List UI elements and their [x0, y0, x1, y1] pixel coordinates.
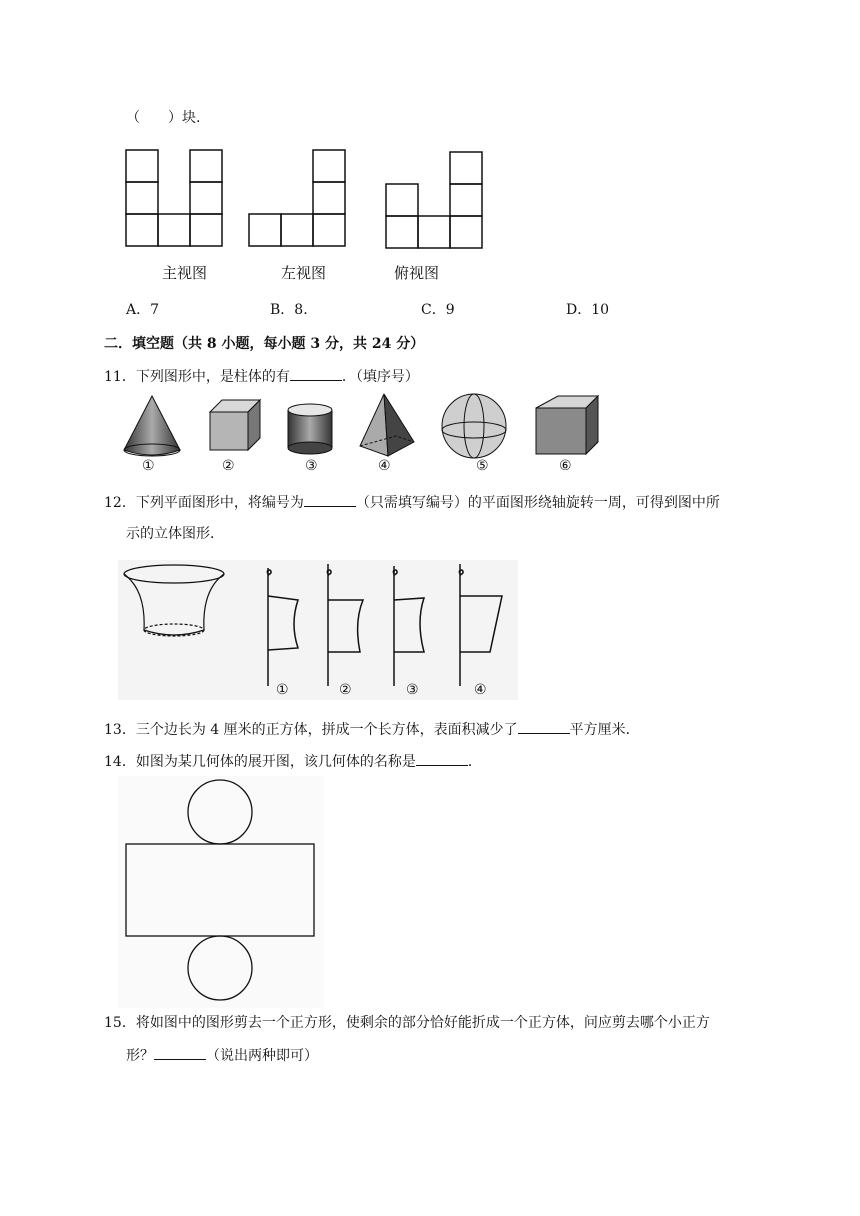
section-2-title: 二．填空题（共 8 小题，每小题 3 分，共 24 分）	[104, 336, 425, 352]
pyramid-icon	[360, 394, 414, 456]
q10-tail	[126, 108, 200, 128]
cylinder-net-figure	[118, 776, 324, 1008]
q10-tail-text: 块.	[182, 110, 201, 126]
shape-label-4: ④	[378, 458, 391, 474]
sphere-icon	[442, 394, 506, 458]
cube-icon	[210, 400, 260, 450]
top-view-caption: 俯视图	[394, 264, 440, 282]
answer-blank	[304, 492, 356, 507]
q12-text-line2: 示的立体图形．	[126, 526, 224, 542]
q13-text: 13．三个边长为 4 厘米的正方体，拼成一个长方体，表面积减少了 平方厘米．	[104, 719, 640, 740]
cylinder-icon	[288, 404, 332, 454]
answer-blank	[518, 719, 570, 734]
answer-paren: （ ）	[126, 110, 182, 126]
answer-blank	[154, 1045, 206, 1060]
shape-label-3: ③	[305, 458, 318, 474]
plane-label-2: ②	[339, 682, 352, 698]
shape-label-6: ⑥	[559, 458, 572, 474]
q14-text: 14．如图为某几何体的展开图，该几何体的名称是 ．	[104, 751, 482, 772]
shape-label-5: ⑤	[476, 458, 489, 474]
q12-figure	[118, 560, 518, 700]
option-d: D．10	[566, 302, 610, 318]
plane-label-3: ③	[406, 682, 419, 698]
shape-label-1: ①	[142, 458, 155, 474]
plane-label-1: ①	[276, 682, 289, 698]
left-view-caption: 左视图	[281, 264, 327, 282]
shape-label-2: ②	[222, 458, 235, 474]
q15-text-line2: 形？ （说出两种即可）	[126, 1045, 318, 1066]
q11-solids-figure	[112, 390, 602, 462]
option-a: A．7	[126, 302, 160, 318]
q15-text-line1: 15．将如图中的图形剪去一个正方形，使剩余的部分恰好能折成一个正方体，问应剪去哪个小正方	[104, 1015, 710, 1031]
front-view-caption: 主视图	[162, 264, 208, 282]
q11-text: 11．下列图形中，是柱体的有 ．（填序号）	[104, 366, 419, 387]
cone-icon	[124, 396, 180, 456]
option-b: B．8.	[270, 302, 308, 318]
answer-blank	[416, 751, 468, 766]
plane-label-4: ④	[474, 682, 487, 698]
option-c: C．9	[421, 302, 455, 318]
prism-icon	[536, 396, 598, 454]
q12-text-line1: 12．下列平面图形中，将编号为 （只需填写编号）的平面图形绕轴旋转一周，可得到图中所	[104, 492, 720, 513]
answer-blank	[290, 366, 342, 381]
